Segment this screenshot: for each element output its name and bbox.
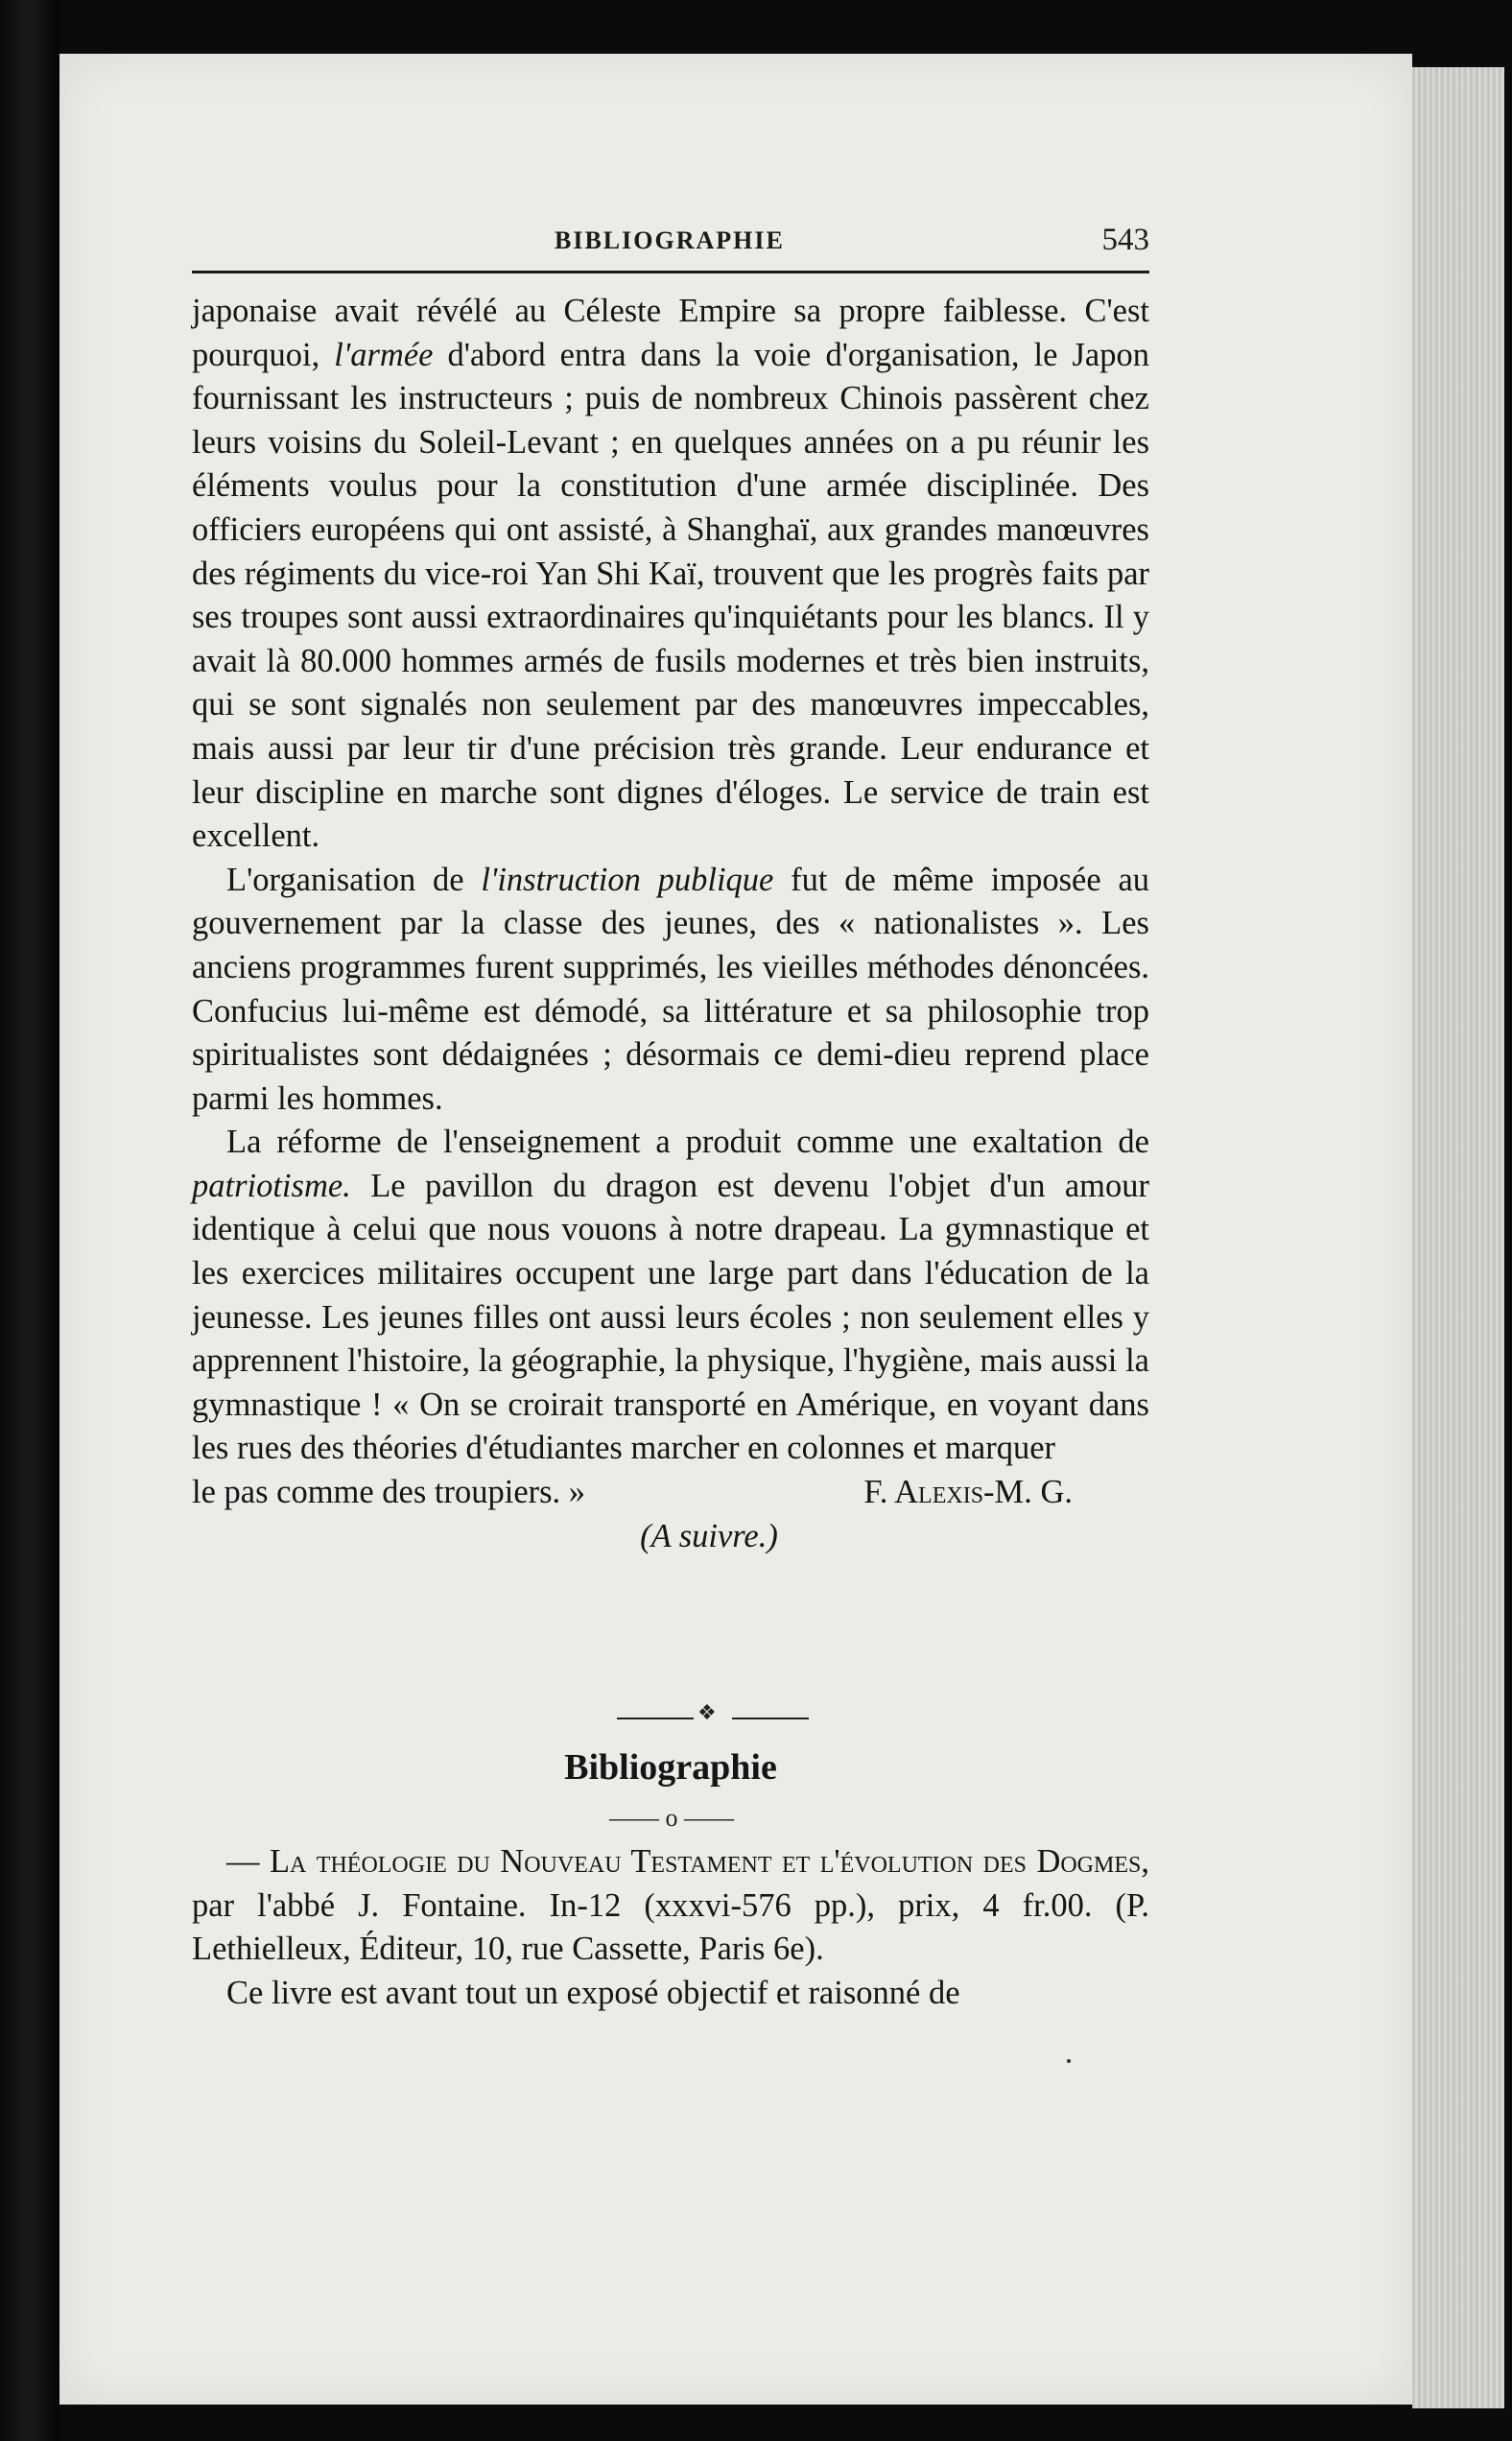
section-title: Bibliographie xyxy=(564,1747,777,1788)
paragraph-2-emphasis: l'instruction publique xyxy=(481,861,774,898)
small-divider xyxy=(595,1804,748,1833)
review-opening: Ce livre est avant tout un exposé objectif et raisonné de xyxy=(226,1974,960,2011)
divider-rule-left xyxy=(617,1718,694,1719)
paragraph-3-text-b: Le pavillon du dragon est devenu l'objet d'un amour identique à celui que nous vouons à notre drapeau. La gymnastique et les exercices militaires occupent une large part dans l'éducation de la jeunesse. Les jeunes filles ont aussi leurs écoles ; non seulement elles y apprennent l'histoire, la géographie, la physique, l'hygiène, mais aussi la gymnastique ! « On se croirait transporté en Amérique, en voyant dans les rues des théories d'étudiantes marcher en colonnes et marquer xyxy=(192,1167,1149,1467)
small-divider-glyph: o xyxy=(665,1804,678,1832)
paragraph-2-text-b: fut de même imposée au gouvernement par la classe des jeunes, des « nationalistes ». Les anciens programmes furent supprimés, les vieilles méthodes dénoncées. Confucius lui-même est démodé, sa littérature et sa philosophie trop spiritualistes sont dédaignées ; désormais ce demi-dieu reprend place parmi les hommes. xyxy=(192,861,1150,1117)
paragraph-1-text-a: japonaise avait révélé au Céleste Empire sa propre faiblesse. C'est pourquoi, xyxy=(192,293,1149,373)
paragraph-3-last-line: le pas comme des troupiers. » xyxy=(192,1474,586,1511)
small-divider-rule-left: —— xyxy=(609,1804,659,1832)
paragraph-1-emphasis: l'armée xyxy=(334,336,434,373)
author-signature: F. Alexis-M. G. xyxy=(863,1474,1073,1511)
entry-paragraph xyxy=(192,1840,1149,1972)
bibliography-entry xyxy=(192,1840,1149,2015)
fleuron-icon: ❖ xyxy=(697,1700,717,1724)
page-number: 543 xyxy=(1101,223,1149,257)
page-header xyxy=(192,223,1149,273)
small-divider-rule-right: —— xyxy=(684,1804,734,1832)
paragraph-1-text-b: d'abord entra dans la voie d'organisation, le Japon fournissant les instructeurs ; puis de nombreux Chinois passèrent chez leurs voisins du Soleil-Levant ; en quelques années on a pu réunir les éléments voulus pour la constitution d'une armée disciplinée. Des officiers européens qui ont assisté, à Shanghaï, aux grandes manœuvres des régiments du vice-roi Yan Shi Kaï, trouvent que les progrès faits par ses troupes sont aussi extraordinaires qu'inquiétants pour les blancs. Il y avait là 80.000 hommes armés de fusils modernes et très bien instruits, qui se sont signalés non seulement par des manœuvres impeccables, mais aussi par leur tir d'une précision très grande. Leur endurance et leur discipline en marche sont dignes d'éloges. Le service de train est excellent. xyxy=(192,336,1149,855)
signature-line xyxy=(192,1471,1149,1515)
scan-top-border xyxy=(59,0,1512,54)
paragraph-3-emphasis: patriotisme. xyxy=(192,1167,351,1204)
paragraph-3-text-a: La réforme de l'enseignement a produit comme une exaltation de xyxy=(226,1124,1149,1161)
section-divider-ornament xyxy=(617,1700,809,1724)
book-title: — La théologie du Nouveau Testament et l'évolution des Dogmes xyxy=(226,1843,1142,1880)
to-be-continued: (A suivre.) xyxy=(640,1517,778,1554)
scan-left-border xyxy=(0,0,59,2441)
paragraph-3 xyxy=(192,1121,1149,1471)
article-body xyxy=(192,290,1149,1558)
scan-speck xyxy=(1067,2059,1071,2063)
running-title: BIBLIOGRAPHIE xyxy=(555,226,785,254)
divider-rule-right xyxy=(732,1718,809,1719)
page-edges xyxy=(1412,67,1504,2408)
paragraph-2 xyxy=(192,859,1149,1122)
paragraph-1 xyxy=(192,290,1149,859)
book-details: , par l'abbé J. Fontaine. In-12 (xxxvi-576 pp.), prix, 4 fr.00. (P. Lethielleux, Éditeur, 10, rue Cassette, Paris 6e). xyxy=(192,1843,1149,1968)
paragraph-2-text-a: L'organisation de xyxy=(226,861,482,898)
